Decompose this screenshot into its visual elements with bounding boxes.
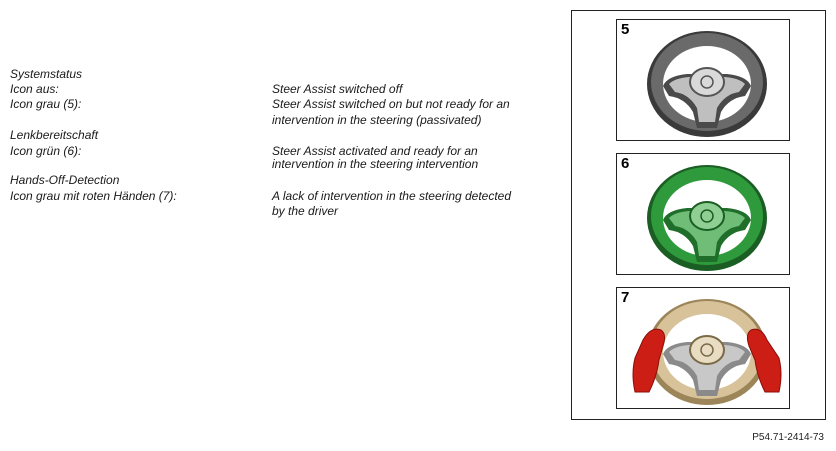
desc-icon-grey-red-hands-line2: by the driver	[272, 204, 339, 218]
steering-wheel-grey-icon	[617, 20, 790, 141]
label-icon-off: Icon aus:	[10, 82, 59, 96]
desc-icon-grey-line1: Steer Assist switched on but not ready for an	[272, 97, 510, 111]
desc-icon-grey-line2: intervention in the steering (passivated)	[272, 113, 482, 127]
panel-number-6: 6	[621, 155, 630, 172]
panel-number-7: 7	[621, 289, 630, 306]
label-systemstatus: Systemstatus	[10, 67, 83, 81]
label-lenkbereitschaft: Lenkbereitschaft	[10, 128, 99, 142]
label-icon-grey: Icon grau (5):	[10, 97, 82, 111]
desc-icon-green-line1: Steer Assist activated and ready for an	[272, 144, 478, 158]
label-icon-green: Icon grün (6):	[10, 144, 82, 158]
panel-5	[616, 19, 790, 141]
panel-7	[616, 287, 790, 409]
desc-icon-off: Steer Assist switched off	[272, 82, 403, 96]
label-icon-grey-red-hands: Icon grau mit roten Händen (7):	[10, 189, 177, 203]
label-hands-off-detection: Hands-Off-Detection	[10, 173, 120, 187]
desc-icon-green-line2: intervention in the steering intervention	[272, 157, 479, 171]
panel-6	[616, 153, 790, 275]
panel-number-5: 5	[621, 21, 630, 38]
steering-wheel-green-icon	[617, 154, 790, 275]
figure-reference-code: P54.71-2414-73	[752, 432, 824, 443]
steering-wheel-hands-off-icon	[617, 288, 790, 409]
desc-icon-grey-red-hands-line1: A lack of intervention in the steering detected	[272, 189, 512, 203]
steering-wheel-figure	[571, 10, 826, 420]
